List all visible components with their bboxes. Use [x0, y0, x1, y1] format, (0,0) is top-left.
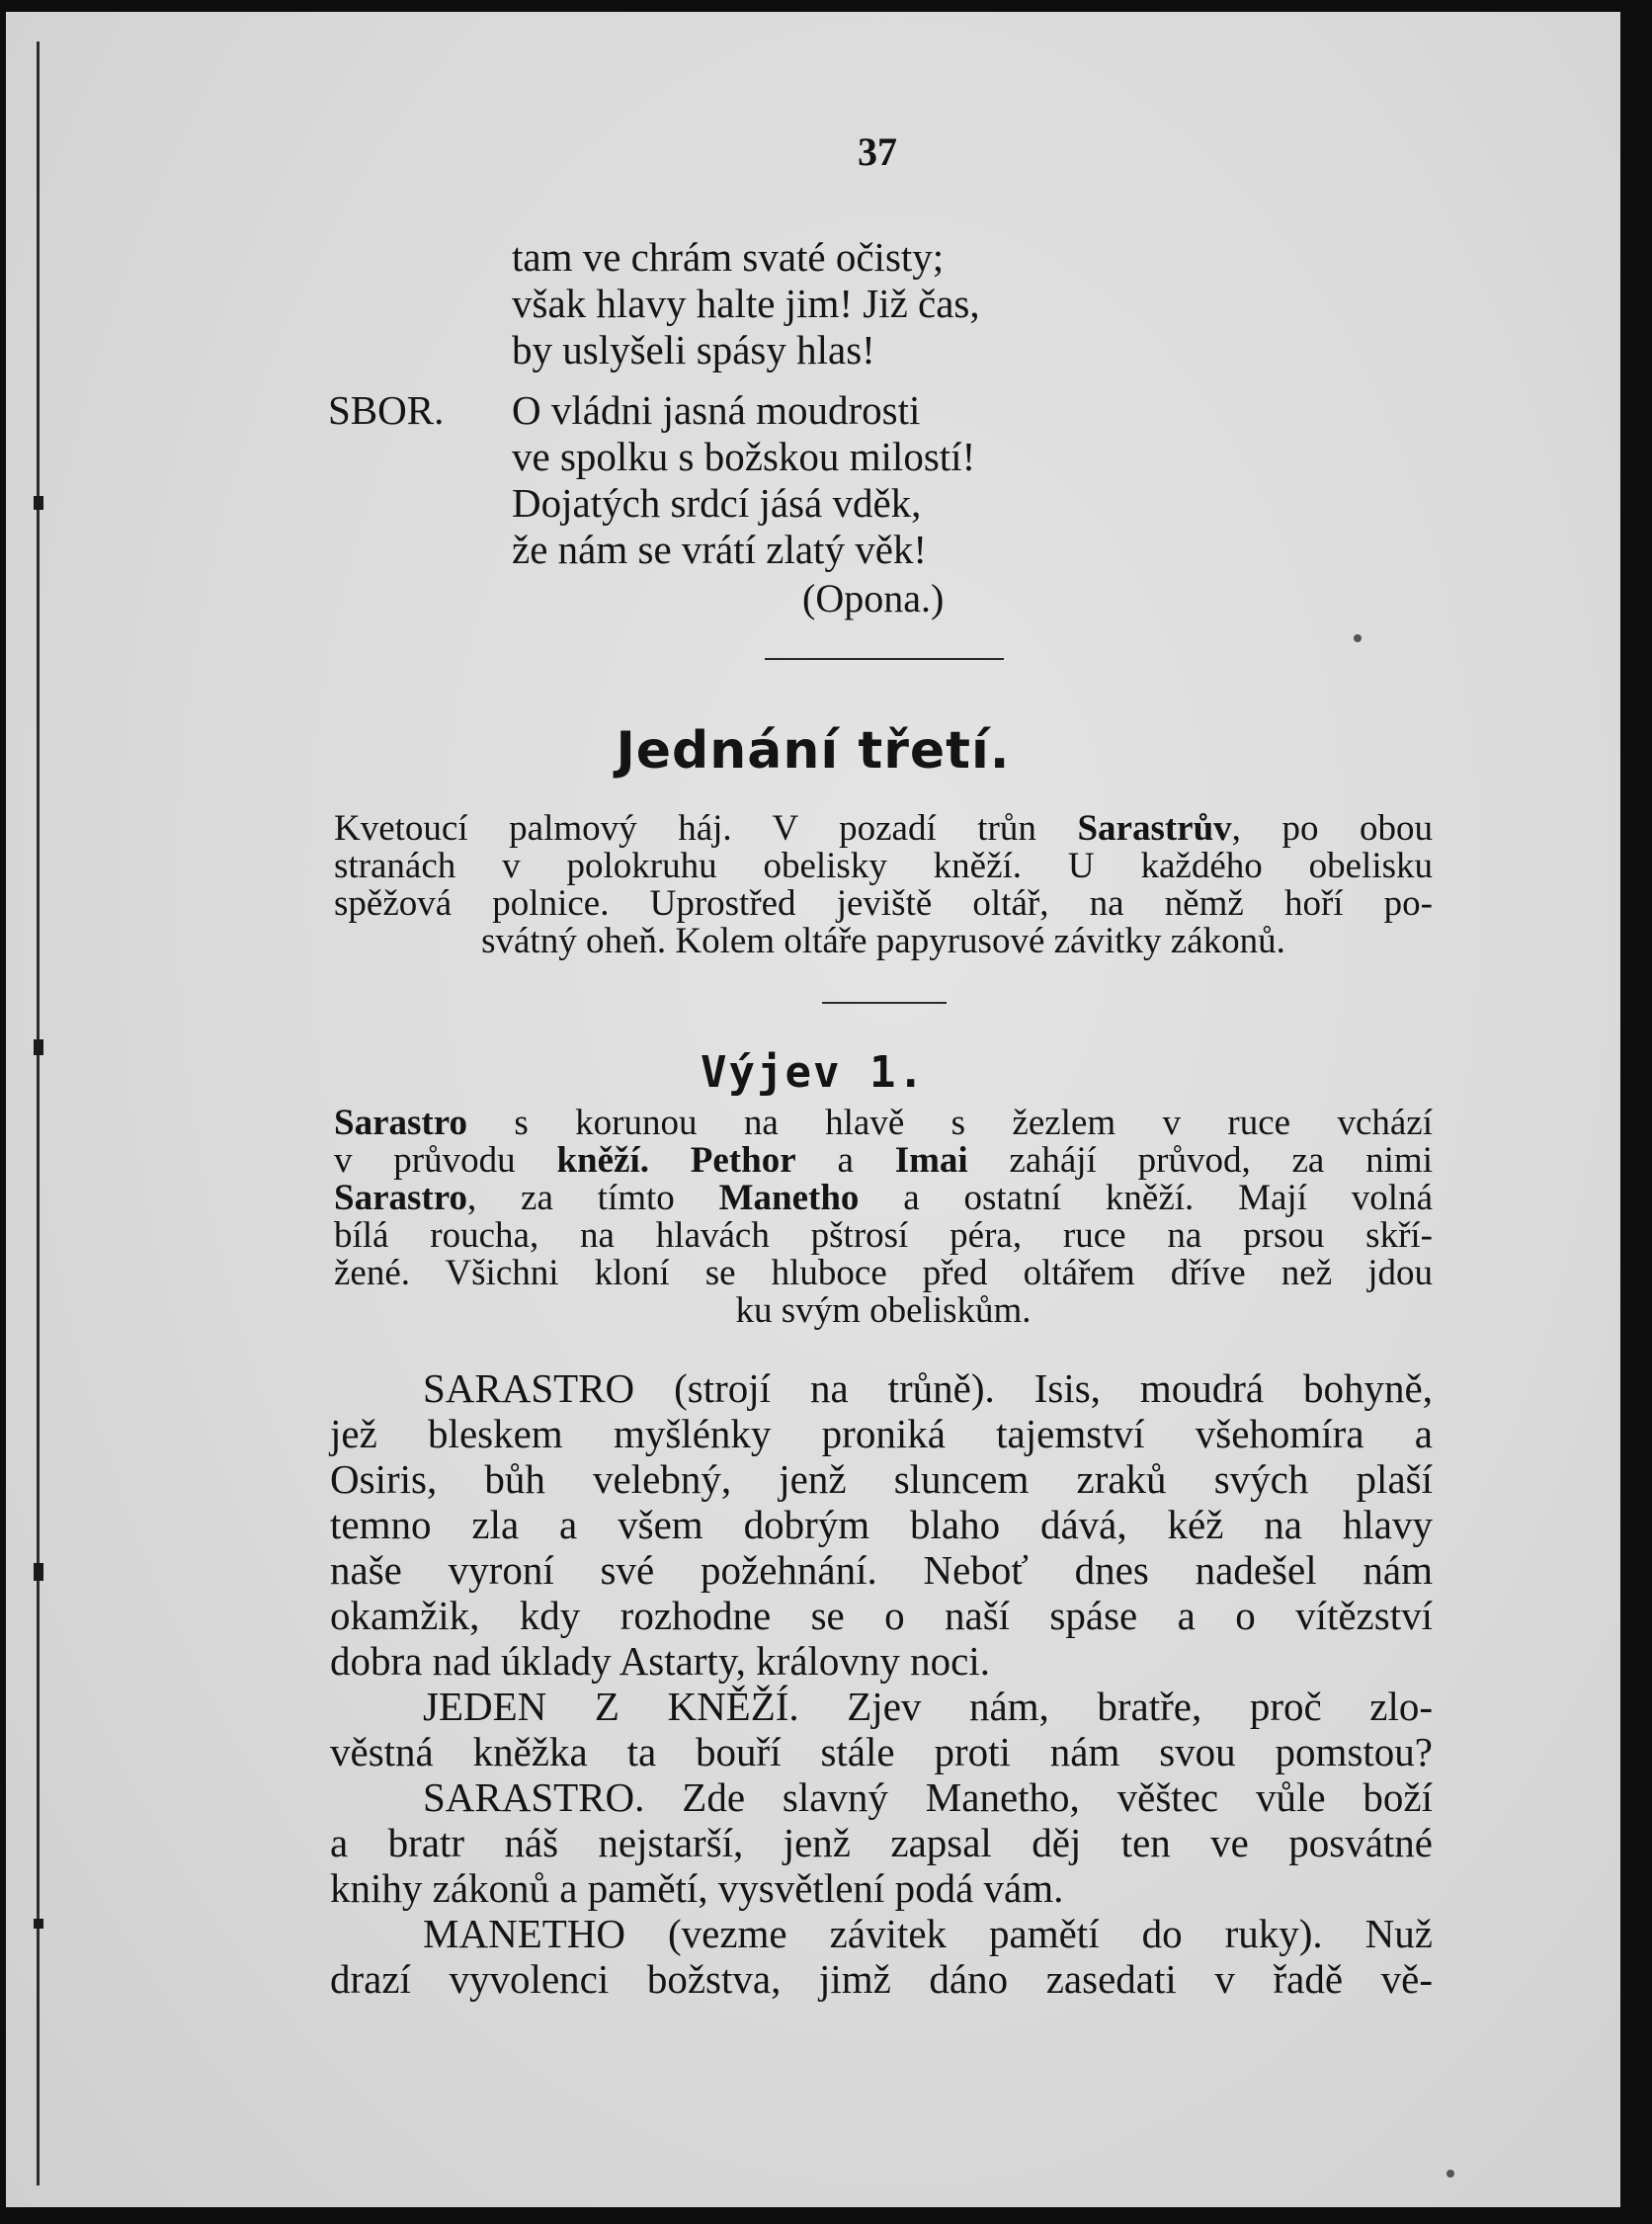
paper-speck — [1354, 634, 1362, 642]
verse-line: by uslyšeli spásy hlas! — [512, 327, 875, 372]
dialogue-line: temno zla a všem dobrým blaho dává, kéž na hlavy — [330, 1502, 1433, 1547]
name-pethor: Pethor — [690, 1140, 796, 1181]
page-number: 37 — [858, 129, 897, 174]
dialogue-line: okamžik, kdy rozhodne se o naší spáse a o vítězství — [330, 1593, 1433, 1638]
dialogue-line: Osiris, bůh velebný, jenž sluncem zraků svých plaší — [330, 1456, 1433, 1502]
scene1-line: ku svým obeliskům. — [735, 1290, 1032, 1331]
dialogue-block — [330, 1365, 1433, 2002]
scene-description-line: spěžová polnice. Uprostřed jeviště oltář, na němž hoří po- — [334, 883, 1433, 924]
dialogue-line: JEDEN Z KNĚŽÍ. Zjev nám, bratře, proč zlo- — [423, 1684, 1433, 1729]
name-knezi: kněží. — [556, 1140, 649, 1181]
dialogue-line: a bratr náš nejstarší, jenž zapsal děj ten ve posvátné — [330, 1820, 1433, 1865]
act-title: Jednání třetí. — [616, 721, 1011, 781]
scene-description-line: svátný oheň. Kolem oltáře papyrusové závitky zákonů. — [481, 921, 1285, 961]
scene-description-line: stranách v polokruhu obelisky kněží. U každého obelisku — [334, 846, 1433, 886]
dialogue-line: SARASTRO. Zde slavný Manetho, věštec vůle boží — [423, 1774, 1433, 1820]
name-manetho: Manetho — [718, 1178, 860, 1218]
scene1-line: Sarastro, za tímto Manetho a ostatní kněží. Mají volná — [334, 1178, 1433, 1218]
paper-speck — [1446, 2170, 1454, 2178]
verse-line: však hlavy halte jim! Již čas, — [512, 281, 980, 326]
name-imai: Imai — [894, 1140, 968, 1181]
name-sarastro: Sarastro — [334, 1103, 467, 1143]
verse-line: ve spolku s božskou milostí! — [512, 434, 976, 479]
name-sarastro: Sarastro — [334, 1178, 467, 1218]
verse-line: Dojatých srdcí jásá vděk, — [512, 480, 922, 526]
dialogue-line: dobra nad úklady Astarty, královny noci. — [330, 1638, 990, 1684]
verse-line: O vládni jasná moudrosti — [512, 387, 921, 433]
verse-line: tam ve chrám svaté očisty; — [512, 234, 945, 280]
dialogue-line: jež bleskem myšlénky proniká tajemství všehomíra a — [330, 1411, 1433, 1456]
scene1-line: bílá roucha, na hlavách pštrosí péra, ruce na prsou skří- — [334, 1215, 1433, 1256]
dialogue-line: knihy zákonů a pamětí, vysvětlení podá vám. — [330, 1865, 1064, 1911]
scene1-line: Sarastro s korunou na hlavě s žezlem v ruce vchází — [334, 1103, 1433, 1143]
name-sarastro: Sarastrův — [1077, 808, 1232, 849]
scene-description — [334, 810, 1433, 960]
scene1-description — [334, 1105, 1433, 1330]
scene1-line: žené. Všichni kloní se hluboce před oltářem dříve než jdou — [334, 1253, 1433, 1293]
dialogue-line: věstná kněžka ta bouří stále proti nám svou pomstou? — [330, 1729, 1433, 1774]
scene-title: Výjev 1. — [701, 1047, 926, 1098]
dialogue-line: drazí vyvolenci božstva, jimž dáno zasedati v řadě vě- — [330, 1956, 1433, 2002]
section-divider — [765, 658, 1004, 660]
speaker-chorus: SBOR. — [328, 387, 445, 433]
scene1-line: v průvodu kněží. Pethor a Imai zahájí průvod, za nimi — [334, 1140, 1433, 1181]
curtain-direction: (Opona.) — [802, 576, 945, 620]
dialogue-line: MANETHO (vezme závitek pamětí do ruky). Nuž — [423, 1911, 1433, 1956]
binding-edge — [34, 41, 43, 2185]
verse-line: že nám se vrátí zlatý věk! — [512, 527, 928, 572]
book-page — [6, 12, 1620, 2207]
section-divider — [822, 1002, 947, 1004]
dialogue-line: SARASTRO (strojí na trůně). Isis, moudrá bohyně, — [423, 1365, 1433, 1411]
scene-description-line: Kvetoucí palmový háj. V pozadí trůn Sarastrův, po obou — [334, 808, 1434, 849]
verse-block-1 — [512, 234, 980, 373]
verse-block-2 — [512, 387, 975, 573]
dialogue-line: naše vyroní své požehnání. Neboť dnes nadešel nám — [330, 1547, 1433, 1593]
